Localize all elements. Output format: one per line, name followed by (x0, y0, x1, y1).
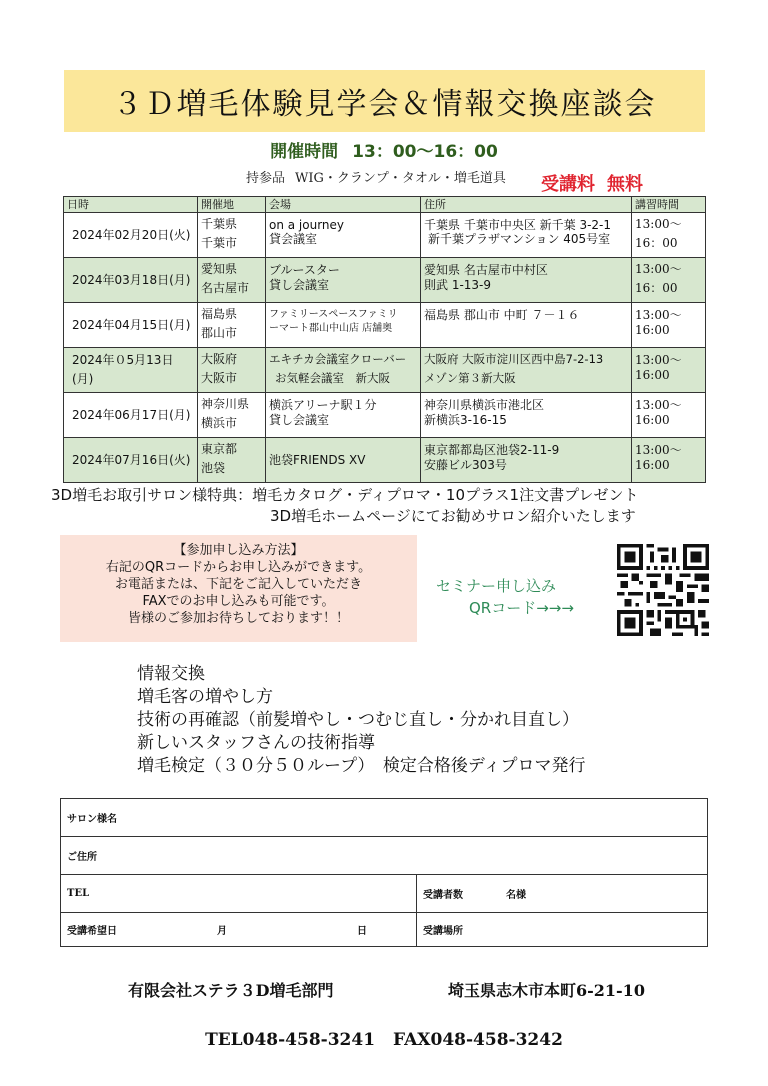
header-address: 住所 (421, 197, 632, 213)
row-time: 13:00〜 16:00 (632, 393, 706, 438)
event-hours (0, 137, 768, 162)
seminar-apply-label: セミナー申し込み (436, 577, 557, 595)
salon-name-field[interactable]: サロン様名 (61, 799, 708, 837)
row-place: 神奈川県 横浜市 (198, 393, 266, 438)
company-name: 有限会社ステラ３D増毛部門 (128, 981, 334, 1000)
row-address: 大阪府 大阪市淀川区西中島7-2-13 メゾン第３新大阪 (421, 348, 632, 393)
fee-notice (541, 170, 643, 196)
list-item: 技術の再確認（前髪増やし・つむじ直し・分かれ目直し） (137, 710, 579, 730)
qr-code-label: QRコード→→→ (469, 599, 574, 617)
table-row (64, 213, 706, 258)
list-item: 情報交換 (137, 664, 205, 684)
row-address: 神奈川県横浜市港北区 新横浜3-16-15 (421, 393, 632, 438)
row-address: 福島県 郡山市 中町 ７－１６ (421, 303, 632, 348)
row-place: 大阪府 大阪市 (198, 348, 266, 393)
apply-method-box (60, 535, 417, 642)
row-time: 13:00〜 16:00 (632, 348, 706, 393)
row-venue: on a journey 貸会議室 (266, 213, 421, 258)
apply-line: お電話または、下記をご記入していただき (114, 577, 362, 592)
row-date: 2024年03月18日(月) (64, 258, 198, 303)
row-venue: 横浜アリーナ駅１分 貸し会議室 (266, 393, 421, 438)
schedule-table (63, 196, 706, 483)
row-time: 13:00〜 16:00 (632, 303, 706, 348)
address-field[interactable]: ご住所 (61, 837, 708, 875)
apply-line: FAXでのお申し込みも可能です。 (142, 594, 335, 609)
page-title: ３Ｄ増毛体験見学会＆情報交換座談会 (64, 70, 705, 132)
row-place: 福島県 郡山市 (198, 303, 266, 348)
table-row (64, 438, 706, 483)
hours-value: 13：00〜16：00 (352, 142, 498, 162)
row-place: 愛知県 名古屋市 (198, 258, 266, 303)
schedule-header-row (64, 197, 706, 213)
qr-code-image[interactable] (617, 544, 709, 636)
row-date: 2024年06月17日(月) (64, 393, 198, 438)
header-place: 開催地 (198, 197, 266, 213)
row-venue: 池袋FRIENDS XV (266, 438, 421, 483)
hours-label: 開催時間 (270, 142, 339, 162)
row-address: 東京都都島区池袋2-11-9 安藤ビル303号 (421, 438, 632, 483)
row-address: 愛知県 名古屋市中村区 則武 1-13-9 (421, 258, 632, 303)
apply-line: 皆様のご参加お待ちしております！！ (127, 611, 349, 626)
header-time: 講習時間 (632, 197, 706, 213)
contact-numbers (0, 1030, 768, 1050)
row-time: 13:00〜 16:00 (632, 438, 706, 483)
row-place: 千葉県 千葉市 (198, 213, 266, 258)
row-venue: ブルースター 貸し会議室 (266, 258, 421, 303)
table-row (64, 303, 706, 348)
attendees-field[interactable]: 受講者数 名様 (417, 875, 708, 913)
row-venue: エキチカ会議室クローバー お気軽会議室 新大阪 (266, 348, 421, 393)
header-date: 日時 (64, 197, 198, 213)
list-item: 新しいスタッフさんの技術指導 (137, 733, 375, 753)
list-item: 増毛客の増やし方 (137, 687, 273, 707)
row-date: 2024年０5月13日(月) (64, 348, 198, 393)
header-venue: 会場 (266, 197, 421, 213)
fee-value: 無料 (607, 174, 643, 195)
fee-label: 受講料 (541, 174, 595, 195)
salon-benefit-line2: 3D増毛ホームページにてお勧めサロン紹介いたします (270, 507, 636, 525)
table-row (64, 258, 706, 303)
row-date: 2024年07月16日(火) (64, 438, 198, 483)
preferred-date-field[interactable]: 受講希望日 月 日 (61, 913, 417, 947)
list-item: 増毛検定（３０分５０ループ） 検定合格後ディプロマ発行 (137, 756, 586, 776)
row-address: 千葉県 千葉市中央区 新千葉 3-2-1 新千葉プラザマンション 405号室 (421, 213, 632, 258)
venue-field[interactable]: 受講場所 (417, 913, 708, 947)
tel-number: TEL048-458-3241 (205, 1030, 376, 1050)
row-date: 2024年02月20日(火) (64, 213, 198, 258)
company-address: 埼玉県志木市本町6-21-10 (448, 981, 645, 1000)
row-venue: ファミリースペースファミリ ーマート郡山中山店 店舗奥 (266, 303, 421, 348)
row-place: 東京都 池袋 (198, 438, 266, 483)
apply-line: 右記のQRコードからお申し込みができます。 (105, 560, 372, 575)
items-label: 持参品 (246, 171, 286, 186)
row-time: 13:00〜 16：00 (632, 258, 706, 303)
topics-list (137, 663, 585, 778)
row-date: 2024年04月15日(月) (64, 303, 198, 348)
items-to-bring (246, 167, 506, 186)
row-time: 13:00〜 16：00 (632, 213, 706, 258)
table-row (64, 348, 706, 393)
application-form (60, 798, 708, 947)
table-row (64, 393, 706, 438)
salon-benefit-line1: 3D増毛お取引サロン様特典：増毛カタログ・ディプロマ・10プラス1注文書プレゼント (51, 486, 639, 504)
fax-number: FAX048-458-3242 (393, 1030, 563, 1050)
items-value: WIG・クランプ・タオル・増毛道具 (295, 171, 506, 186)
tel-field[interactable]: TEL (61, 875, 417, 913)
apply-title: 【参加申し込み方法】 (173, 543, 304, 558)
